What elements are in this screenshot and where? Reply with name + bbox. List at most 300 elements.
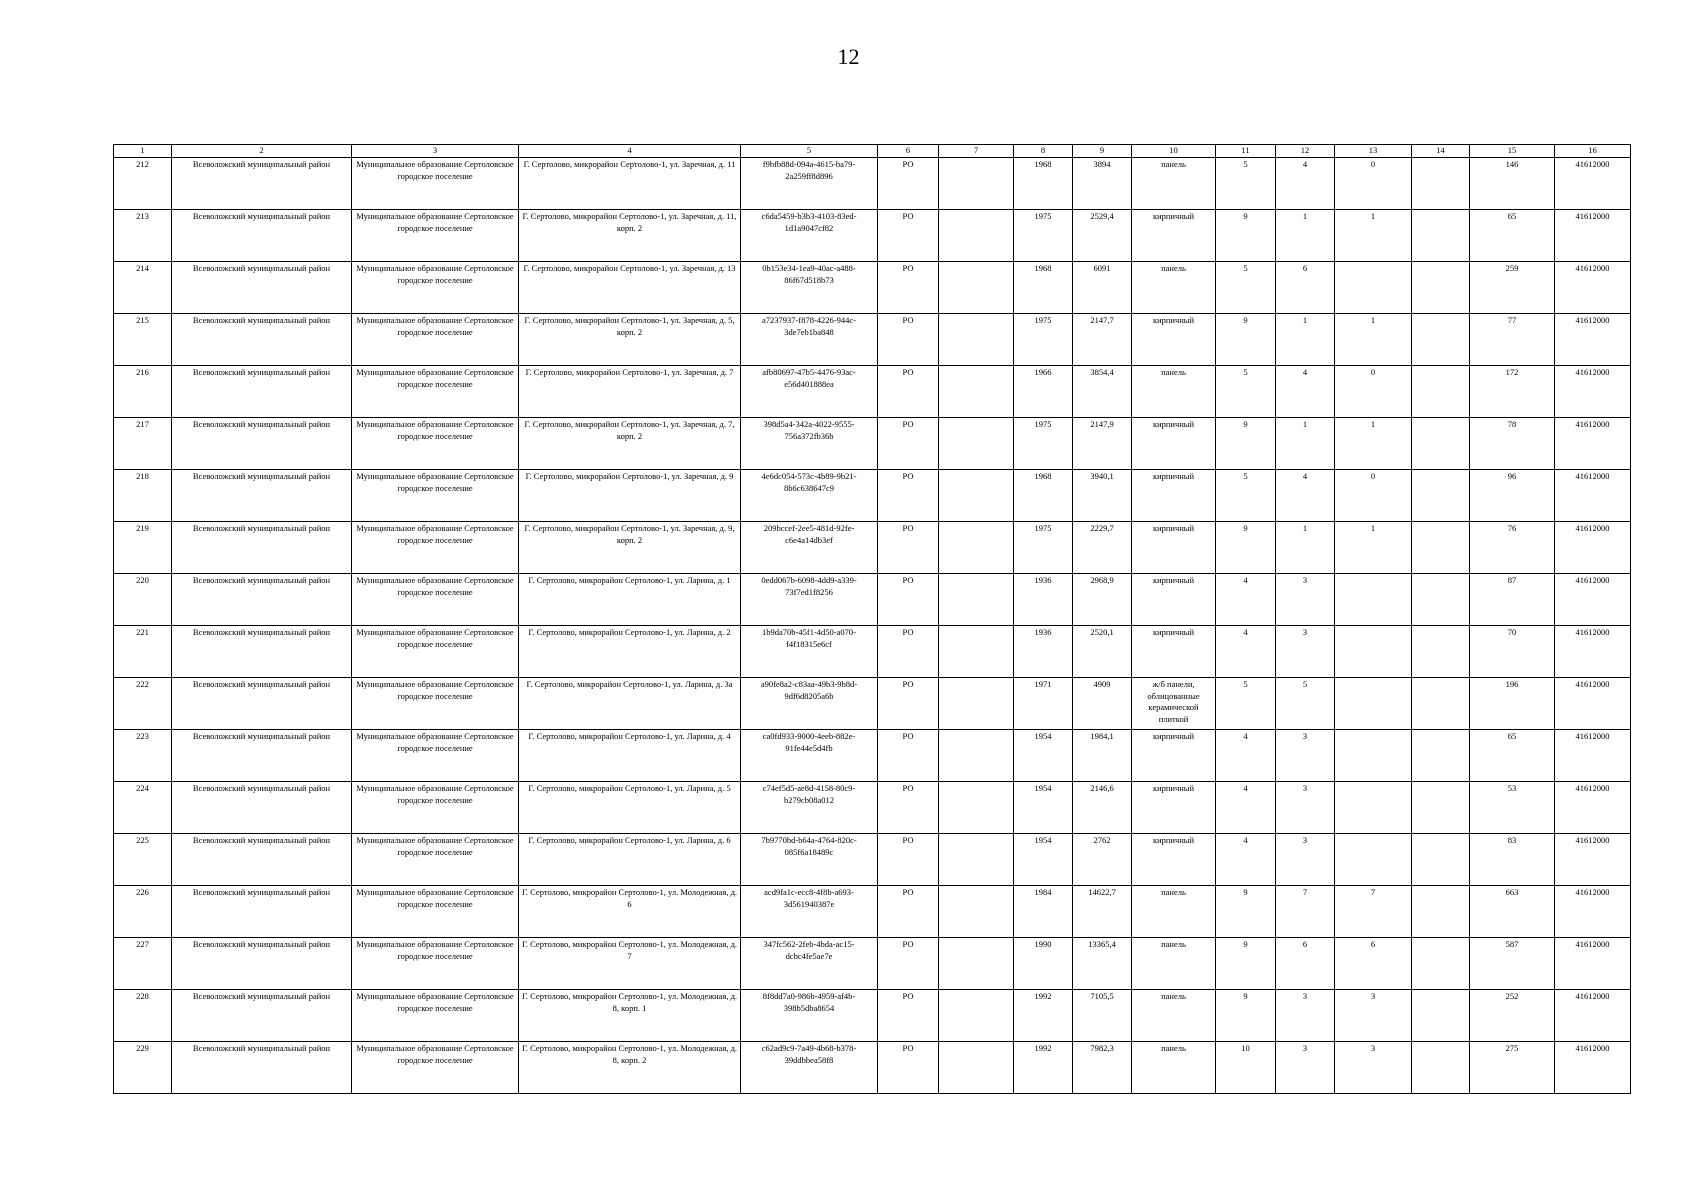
- table-cell: Г. Сертолово, микрорайон Сертолово-1, ул. Заречная, д. 11: [519, 158, 741, 210]
- table-cell: [939, 990, 1014, 1042]
- table-row: [114, 210, 1631, 262]
- table-cell: Г. Сертолово, микрорайон Сертолово-1, ул. Заречная, д. 5, корп. 2: [519, 314, 741, 366]
- table-cell: кирпичный: [1132, 574, 1216, 626]
- table-cell: [939, 418, 1014, 470]
- table-cell: 4: [1216, 574, 1276, 626]
- table-cell: 5: [1216, 158, 1276, 210]
- table-cell: 8f8dd7a0-986b-4959-af4b-398b5dba8654: [741, 990, 878, 1042]
- table-cell: Г. Сертолово, микрорайон Сертолово-1, ул. Молодежная, д. 8, корп. 2: [519, 1042, 741, 1094]
- table-cell: кирпичный: [1132, 730, 1216, 782]
- table-cell: 3: [1335, 1042, 1412, 1094]
- table-row: [114, 262, 1631, 314]
- table-cell: [1412, 730, 1470, 782]
- table-cell: Г. Сертолово, микрорайон Сертолово-1, ул. Ларина, д. 2: [519, 626, 741, 678]
- table-cell: РО: [878, 990, 939, 1042]
- table-cell: Муниципальное образование Сертоловское городское поселение: [352, 574, 519, 626]
- table-cell: 5: [1276, 678, 1335, 730]
- table-cell: [1412, 418, 1470, 470]
- table-cell: РО: [878, 262, 939, 314]
- page-number: 12: [837, 44, 860, 69]
- table-cell: 209bccef-2ee5-481d-92fe-c6e4a14db3ef: [741, 522, 878, 574]
- table-cell: 41612000: [1555, 1042, 1631, 1094]
- table-cell: [1412, 1042, 1470, 1094]
- column-header: 14: [1412, 145, 1470, 158]
- table-row: [114, 470, 1631, 522]
- table-cell: 1: [1335, 210, 1412, 262]
- table-cell: Всеволожский муниципальный район: [172, 1042, 352, 1094]
- table-cell: 587: [1470, 938, 1555, 990]
- table-cell: РО: [878, 938, 939, 990]
- table-cell: 1968: [1014, 470, 1073, 522]
- column-header: 10: [1132, 145, 1216, 158]
- table-cell: 252: [1470, 990, 1555, 1042]
- table-cell: 76: [1470, 522, 1555, 574]
- table-cell: [939, 782, 1014, 834]
- table-cell: 4: [1216, 730, 1276, 782]
- table-cell: 1968: [1014, 262, 1073, 314]
- table-cell: Всеволожский муниципальный район: [172, 262, 352, 314]
- table-cell: 70: [1470, 626, 1555, 678]
- table-cell: a7237937-f878-4226-944c-3de7eb1ba848: [741, 314, 878, 366]
- table-cell: 2520,1: [1073, 626, 1132, 678]
- table-cell: 2147,9: [1073, 418, 1132, 470]
- table-cell: [1335, 782, 1412, 834]
- table-cell: Муниципальное образование Сертоловское городское поселение: [352, 470, 519, 522]
- table-cell: 4: [1276, 470, 1335, 522]
- table-cell: РО: [878, 886, 939, 938]
- table-cell: 228: [114, 990, 172, 1042]
- table-cell: Муниципальное образование Сертоловское городское поселение: [352, 158, 519, 210]
- table-cell: c62ad9c9-7a49-4b68-b378-39ddbbea58f8: [741, 1042, 878, 1094]
- table-row: [114, 678, 1631, 730]
- table-cell: a90fe8a2-c83aa-49b3-9b8d-9df6d8205a6b: [741, 678, 878, 730]
- column-header: 11: [1216, 145, 1276, 158]
- column-header: 8: [1014, 145, 1073, 158]
- table-cell: 41612000: [1555, 834, 1631, 886]
- table-cell: 2147,7: [1073, 314, 1132, 366]
- table-cell: 0: [1335, 366, 1412, 418]
- table-cell: панель: [1132, 262, 1216, 314]
- table-cell: 1: [1335, 522, 1412, 574]
- table-cell: 1: [1276, 314, 1335, 366]
- column-header: 5: [741, 145, 878, 158]
- table-cell: Муниципальное образование Сертоловское городское поселение: [352, 210, 519, 262]
- table-cell: РО: [878, 522, 939, 574]
- table-cell: 3: [1276, 834, 1335, 886]
- table-cell: 4e6dc054-573c-4b89-9b21-8b6c638647c9: [741, 470, 878, 522]
- table-cell: [1412, 366, 1470, 418]
- table-cell: 3: [1335, 990, 1412, 1042]
- table-cell: 1975: [1014, 210, 1073, 262]
- table-cell: 9: [1216, 522, 1276, 574]
- table-cell: кирпичный: [1132, 470, 1216, 522]
- table-cell: afb80697-47b5-4476-93ac-e56d401888ea: [741, 366, 878, 418]
- table-cell: 6: [1335, 938, 1412, 990]
- table-cell: 41612000: [1555, 990, 1631, 1042]
- table-cell: кирпичный: [1132, 210, 1216, 262]
- table-cell: 65: [1470, 730, 1555, 782]
- table-cell: [1412, 782, 1470, 834]
- table-cell: РО: [878, 678, 939, 730]
- table-cell: 0edd067b-6098-4dd9-a339-73f7ed1f8256: [741, 574, 878, 626]
- table-cell: 213: [114, 210, 172, 262]
- table-row: [114, 886, 1631, 938]
- table-cell: [939, 886, 1014, 938]
- table-cell: 3854,4: [1073, 366, 1132, 418]
- table-cell: [1412, 678, 1470, 730]
- table-cell: 221: [114, 626, 172, 678]
- table-cell: 3940,1: [1073, 470, 1132, 522]
- table-cell: 227: [114, 938, 172, 990]
- table-cell: 225: [114, 834, 172, 886]
- table-cell: 1: [1276, 418, 1335, 470]
- table-cell: f9bfb88d-094a-4615-ba79-2a259ff8d896: [741, 158, 878, 210]
- table-cell: 196: [1470, 678, 1555, 730]
- table-cell: 226: [114, 886, 172, 938]
- table-cell: 9: [1216, 990, 1276, 1042]
- table-cell: 2146,6: [1073, 782, 1132, 834]
- table-cell: 1975: [1014, 418, 1073, 470]
- table-cell: РО: [878, 366, 939, 418]
- table-cell: панель: [1132, 886, 1216, 938]
- table-cell: кирпичный: [1132, 522, 1216, 574]
- column-number-row: [114, 145, 1631, 158]
- table-cell: 4: [1276, 158, 1335, 210]
- table-cell: 3: [1276, 782, 1335, 834]
- table-cell: Г. Сертолово, микрорайон Сертолово-1, ул. Заречная, д. 7: [519, 366, 741, 418]
- table-cell: 275: [1470, 1042, 1555, 1094]
- table-cell: 41612000: [1555, 782, 1631, 834]
- table-cell: 222: [114, 678, 172, 730]
- table-cell: 41612000: [1555, 626, 1631, 678]
- table-cell: 1984,1: [1073, 730, 1132, 782]
- table-cell: Всеволожский муниципальный район: [172, 314, 352, 366]
- table-cell: 1992: [1014, 1042, 1073, 1094]
- table-cell: 41612000: [1555, 366, 1631, 418]
- table-cell: Муниципальное образование Сертоловское городское поселение: [352, 834, 519, 886]
- table-cell: 7b9770bd-b64a-4764-820c-085f6a18489c: [741, 834, 878, 886]
- table-cell: Г. Сертолово, микрорайон Сертолово-1, ул. Заречная, д. 9, корп. 2: [519, 522, 741, 574]
- table-cell: 0: [1335, 158, 1412, 210]
- table-cell: [1335, 730, 1412, 782]
- table-cell: Г. Сертолово, микрорайон Сертолово-1, ул. Заречная, д. 7, корп. 2: [519, 418, 741, 470]
- table-cell: 398d5a4-342a-4022-9555-756a372fb36b: [741, 418, 878, 470]
- housing-registry-table: [113, 144, 1631, 1094]
- table-cell: 87: [1470, 574, 1555, 626]
- table-cell: [1412, 886, 1470, 938]
- table-cell: Г. Сертолово, микрорайон Сертолово-1, ул. Ларина, д. 5: [519, 782, 741, 834]
- table-cell: Г. Сертолово, микрорайон Сертолово-1, ул. Ларина, д. 6: [519, 834, 741, 886]
- table-cell: 172: [1470, 366, 1555, 418]
- table-cell: 5: [1216, 470, 1276, 522]
- table-cell: 5: [1216, 678, 1276, 730]
- table-cell: [939, 522, 1014, 574]
- table-cell: РО: [878, 158, 939, 210]
- table-cell: 3: [1276, 990, 1335, 1042]
- table-cell: acd9fa1c-ecc8-4f8b-a693-3d561940387e: [741, 886, 878, 938]
- table-cell: [1412, 574, 1470, 626]
- table-cell: 9: [1216, 886, 1276, 938]
- table-cell: 1975: [1014, 314, 1073, 366]
- table-cell: 2229,7: [1073, 522, 1132, 574]
- table-cell: [1412, 210, 1470, 262]
- table-cell: Г. Сертолово, микрорайон Сертолово-1, ул. Заречная, д. 13: [519, 262, 741, 314]
- table-cell: Всеволожский муниципальный район: [172, 990, 352, 1042]
- table-cell: РО: [878, 470, 939, 522]
- table-cell: 229: [114, 1042, 172, 1094]
- table-cell: [1412, 834, 1470, 886]
- table-row: [114, 782, 1631, 834]
- table-cell: Всеволожский муниципальный район: [172, 522, 352, 574]
- table-cell: 0: [1335, 470, 1412, 522]
- table-cell: 77: [1470, 314, 1555, 366]
- table-cell: Муниципальное образование Сертоловское городское поселение: [352, 314, 519, 366]
- table-cell: кирпичный: [1132, 314, 1216, 366]
- table-cell: 1971: [1014, 678, 1073, 730]
- table-cell: Всеволожский муниципальный район: [172, 470, 352, 522]
- table-cell: РО: [878, 834, 939, 886]
- table-cell: РО: [878, 1042, 939, 1094]
- table-cell: 41612000: [1555, 730, 1631, 782]
- table-cell: 218: [114, 470, 172, 522]
- table-cell: 1: [1276, 210, 1335, 262]
- table-row: [114, 314, 1631, 366]
- table-row: [114, 522, 1631, 574]
- table-cell: РО: [878, 730, 939, 782]
- table-cell: 41612000: [1555, 314, 1631, 366]
- table-cell: 4: [1276, 366, 1335, 418]
- table-cell: 3894: [1073, 158, 1132, 210]
- table-cell: Г. Сертолово, микрорайон Сертолово-1, ул. Заречная, д. 11, корп. 2: [519, 210, 741, 262]
- table-cell: [1412, 262, 1470, 314]
- column-header: 16: [1555, 145, 1631, 158]
- table-row: [114, 366, 1631, 418]
- table-cell: Муниципальное образование Сертоловское городское поселение: [352, 262, 519, 314]
- table-cell: Муниципальное образование Сертоловское городское поселение: [352, 1042, 519, 1094]
- table-cell: РО: [878, 782, 939, 834]
- table-cell: 3: [1276, 626, 1335, 678]
- table-cell: 214: [114, 262, 172, 314]
- table-cell: Муниципальное образование Сертоловское городское поселение: [352, 626, 519, 678]
- table-cell: панель: [1132, 158, 1216, 210]
- table-cell: Всеволожский муниципальный район: [172, 678, 352, 730]
- table-cell: Муниципальное образование Сертоловское городское поселение: [352, 418, 519, 470]
- table-cell: c74ef5d5-ae8d-4158-80c9-b279cb08a012: [741, 782, 878, 834]
- column-header: 1: [114, 145, 172, 158]
- table-cell: 96: [1470, 470, 1555, 522]
- table-cell: РО: [878, 210, 939, 262]
- column-header: 13: [1335, 145, 1412, 158]
- table-cell: 2529,4: [1073, 210, 1132, 262]
- column-header: 4: [519, 145, 741, 158]
- table-cell: Г. Сертолово, микрорайон Сертолово-1, ул. Ларина, д. 4: [519, 730, 741, 782]
- table-cell: 1b9da70b-45f1-4d50-a070-f4f18315e6cf: [741, 626, 878, 678]
- table-cell: 1966: [1014, 366, 1073, 418]
- table-cell: [1412, 938, 1470, 990]
- table-cell: Всеволожский муниципальный район: [172, 730, 352, 782]
- table-cell: 41612000: [1555, 938, 1631, 990]
- table-cell: Г. Сертолово, микрорайон Сертолово-1, ул. Ларина, д. 1: [519, 574, 741, 626]
- table-cell: 2762: [1073, 834, 1132, 886]
- table-cell: [1412, 470, 1470, 522]
- table-cell: 217: [114, 418, 172, 470]
- table-cell: 1936: [1014, 574, 1073, 626]
- table-cell: Всеволожский муниципальный район: [172, 574, 352, 626]
- table-cell: [1335, 262, 1412, 314]
- table-cell: Муниципальное образование Сертоловское городское поселение: [352, 886, 519, 938]
- table-cell: 7105,5: [1073, 990, 1132, 1042]
- table-cell: 4: [1216, 834, 1276, 886]
- table-cell: 1954: [1014, 730, 1073, 782]
- table-cell: 1954: [1014, 782, 1073, 834]
- table-cell: 6: [1276, 262, 1335, 314]
- table-row: [114, 574, 1631, 626]
- table-cell: ca0fd933-9000-4eeb-882e-91fe44e5d4fb: [741, 730, 878, 782]
- table-cell: [939, 574, 1014, 626]
- table-cell: 7: [1335, 886, 1412, 938]
- table-cell: 41612000: [1555, 522, 1631, 574]
- table-cell: 41612000: [1555, 470, 1631, 522]
- table-cell: 7: [1276, 886, 1335, 938]
- table-cell: панель: [1132, 990, 1216, 1042]
- table-cell: кирпичный: [1132, 782, 1216, 834]
- table-cell: 1: [1335, 314, 1412, 366]
- table-cell: Г. Сертолово, микрорайон Сертолово-1, ул. Молодежная, д. 7: [519, 938, 741, 990]
- table-cell: 663: [1470, 886, 1555, 938]
- table-cell: [939, 314, 1014, 366]
- table-cell: 1984: [1014, 886, 1073, 938]
- table-cell: [1412, 522, 1470, 574]
- table-cell: 0b153e34-1ea9-40ac-a488-86f67d518b73: [741, 262, 878, 314]
- table-cell: 2968,9: [1073, 574, 1132, 626]
- table-cell: 9: [1216, 938, 1276, 990]
- table-cell: 10: [1216, 1042, 1276, 1094]
- table-cell: [1335, 678, 1412, 730]
- table-cell: Муниципальное образование Сертоловское городское поселение: [352, 678, 519, 730]
- table-cell: РО: [878, 626, 939, 678]
- table-cell: Г. Сертолово, микрорайон Сертолово-1, ул. Заречная, д. 9: [519, 470, 741, 522]
- table-cell: панель: [1132, 366, 1216, 418]
- table-cell: Всеволожский муниципальный район: [172, 782, 352, 834]
- table-cell: Всеволожский муниципальный район: [172, 366, 352, 418]
- table-cell: панель: [1132, 1042, 1216, 1094]
- table-cell: 41612000: [1555, 678, 1631, 730]
- table-cell: Муниципальное образование Сертоловское городское поселение: [352, 730, 519, 782]
- table-cell: [939, 262, 1014, 314]
- table-cell: Муниципальное образование Сертоловское городское поселение: [352, 366, 519, 418]
- column-header: 9: [1073, 145, 1132, 158]
- table-cell: [939, 834, 1014, 886]
- table-cell: 14622,7: [1073, 886, 1132, 938]
- table-cell: [939, 210, 1014, 262]
- table-cell: 41612000: [1555, 574, 1631, 626]
- table-cell: РО: [878, 418, 939, 470]
- column-header: 15: [1470, 145, 1555, 158]
- table-cell: РО: [878, 574, 939, 626]
- table-cell: Муниципальное образование Сертоловское городское поселение: [352, 938, 519, 990]
- table-cell: Г. Сертолово, микрорайон Сертолово-1, ул. Молодежная, д. 8, корп. 1: [519, 990, 741, 1042]
- table-cell: 220: [114, 574, 172, 626]
- table-cell: панель: [1132, 938, 1216, 990]
- table-cell: [939, 158, 1014, 210]
- table-cell: 6: [1276, 938, 1335, 990]
- table-cell: [1412, 314, 1470, 366]
- table-cell: Муниципальное образование Сертоловское городское поселение: [352, 522, 519, 574]
- table-cell: Муниципальное образование Сертоловское городское поселение: [352, 990, 519, 1042]
- table-cell: [1412, 158, 1470, 210]
- table-cell: Всеволожский муниципальный район: [172, 834, 352, 886]
- table-cell: 1936: [1014, 626, 1073, 678]
- table-row: [114, 990, 1631, 1042]
- table-cell: 3: [1276, 1042, 1335, 1094]
- table-cell: Всеволожский муниципальный район: [172, 418, 352, 470]
- table-cell: 216: [114, 366, 172, 418]
- table-cell: [939, 626, 1014, 678]
- table-cell: [1335, 834, 1412, 886]
- table-cell: РО: [878, 314, 939, 366]
- table-row: [114, 1042, 1631, 1094]
- table-cell: 65: [1470, 210, 1555, 262]
- table-cell: 53: [1470, 782, 1555, 834]
- table-cell: 9: [1216, 418, 1276, 470]
- table-cell: 7982,3: [1073, 1042, 1132, 1094]
- table-row: [114, 730, 1631, 782]
- table-cell: 6091: [1073, 262, 1132, 314]
- table-cell: 1992: [1014, 990, 1073, 1042]
- table-cell: 41612000: [1555, 418, 1631, 470]
- column-header: 6: [878, 145, 939, 158]
- table-cell: 215: [114, 314, 172, 366]
- table-cell: [939, 1042, 1014, 1094]
- table-cell: [1412, 626, 1470, 678]
- table-cell: 259: [1470, 262, 1555, 314]
- table-cell: [1335, 626, 1412, 678]
- table-row: [114, 418, 1631, 470]
- table-row: [114, 938, 1631, 990]
- table-cell: 212: [114, 158, 172, 210]
- table-cell: 347fc562-2feb-4bda-ac15-dcbc4fe5ae7e: [741, 938, 878, 990]
- table-cell: Г. Сертолово, микрорайон Сертолово-1, ул. Ларина, д. 3а: [519, 678, 741, 730]
- table-cell: 83: [1470, 834, 1555, 886]
- table-row: [114, 626, 1631, 678]
- table-cell: 1968: [1014, 158, 1073, 210]
- table-cell: 1975: [1014, 522, 1073, 574]
- table-cell: кирпичный: [1132, 418, 1216, 470]
- table-cell: кирпичный: [1132, 626, 1216, 678]
- table-cell: 4: [1216, 626, 1276, 678]
- table-cell: ж/б панели, облицованные керамической плиткой: [1132, 678, 1216, 730]
- table-cell: 1990: [1014, 938, 1073, 990]
- table-cell: 4909: [1073, 678, 1132, 730]
- table-cell: 1954: [1014, 834, 1073, 886]
- table-cell: 41612000: [1555, 210, 1631, 262]
- table-cell: 13365,4: [1073, 938, 1132, 990]
- table-cell: Всеволожский муниципальный район: [172, 886, 352, 938]
- table-row: [114, 158, 1631, 210]
- table-cell: [1412, 990, 1470, 1042]
- table-cell: [939, 938, 1014, 990]
- table-cell: 1: [1276, 522, 1335, 574]
- table-cell: [939, 366, 1014, 418]
- table-cell: Всеволожский муниципальный район: [172, 938, 352, 990]
- table-cell: [939, 730, 1014, 782]
- table-cell: 224: [114, 782, 172, 834]
- table-cell: [1335, 574, 1412, 626]
- column-header: 12: [1276, 145, 1335, 158]
- table-cell: 9: [1216, 314, 1276, 366]
- table-cell: Всеволожский муниципальный район: [172, 626, 352, 678]
- table-cell: Всеволожский муниципальный район: [172, 158, 352, 210]
